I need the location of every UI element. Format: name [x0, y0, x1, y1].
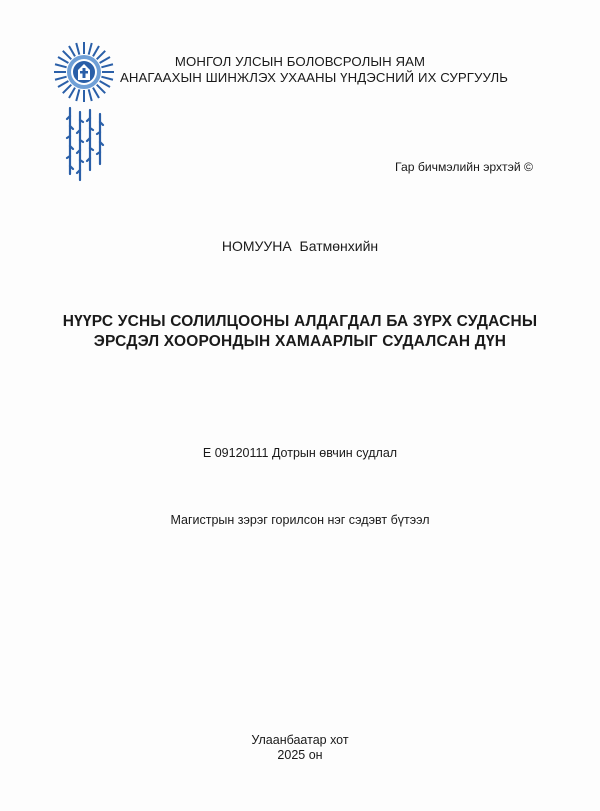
author-name: НОМУУНА Батмөнхийн: [221, 238, 379, 254]
city: Улаанбаатар хот: [251, 733, 349, 747]
thesis-title-line-1: НҮҮРС УСНЫ СОЛИЛЦООНЫ АЛДАГДАЛ БА ЗҮРХ СУДАСНЫ: [62, 313, 538, 330]
thesis-title: [0, 312, 600, 352]
thesis-type: Магистрын зэрэг горилсон нэг сэдэвт бүтээл: [170, 513, 430, 527]
university-logo-icon: [52, 40, 116, 104]
thesis-title-line-2: ЭРСДЭЛ ХООРОНДЫН ХАМААРЛЫГ СУДАЛСАН ДҮН: [93, 333, 507, 350]
place-and-year: [0, 733, 600, 763]
specialty-code: Е 09120111 Дотрын өвчин судлал: [202, 446, 398, 460]
ministry-name: МОНГОЛ УЛСЫН БОЛОВСРОЛЫН ЯАМ: [174, 54, 426, 69]
mongolian-script-icon: [62, 104, 106, 184]
university-name: АНАГААХЫН ШИНЖЛЭХ УХААНЫ ҮНДЭСНИЙ ИХ СУРГУУЛЬ: [120, 70, 509, 85]
organization-header: [120, 54, 509, 86]
copyright-note: Гар бичмэлийн эрхтэй ©: [395, 160, 533, 174]
year: 2025 он: [277, 748, 323, 762]
